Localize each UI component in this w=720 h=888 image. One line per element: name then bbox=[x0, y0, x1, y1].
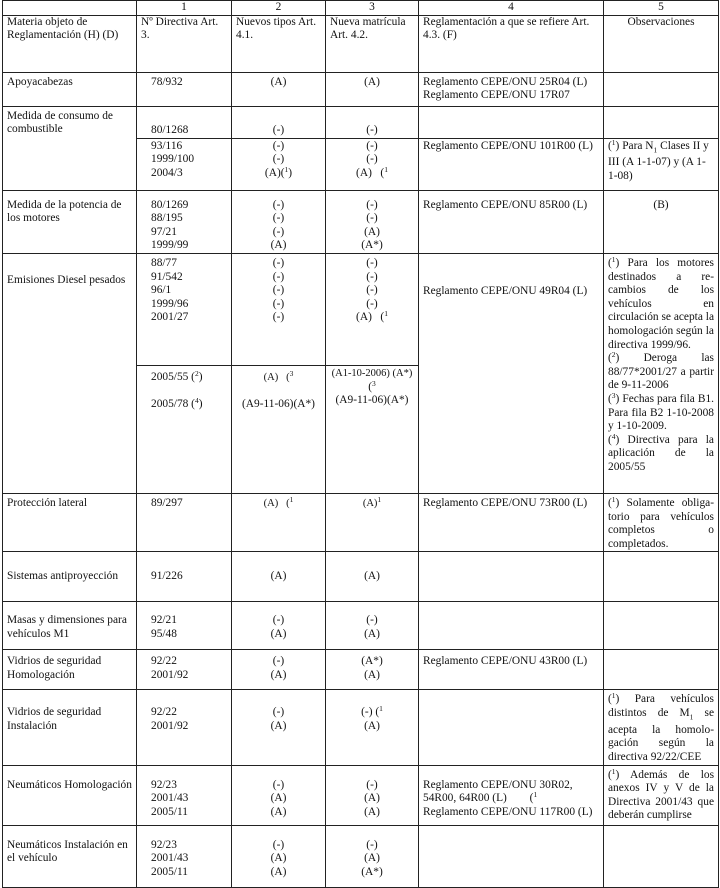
row-masas bbox=[3, 602, 719, 650]
observaciones-cell bbox=[604, 650, 719, 690]
footnote-close: ) bbox=[198, 370, 203, 383]
value-line: (-) bbox=[272, 706, 285, 719]
value-text: (A) bbox=[356, 166, 372, 179]
col-number-2: 2 bbox=[232, 1, 326, 16]
materia-cell: Neumáticos Homologación bbox=[3, 765, 137, 825]
value-line: (-) bbox=[272, 311, 285, 324]
obs-text: ) Para N bbox=[615, 139, 654, 152]
nuevos-tipos-cell bbox=[232, 765, 326, 825]
value-line bbox=[236, 368, 321, 385]
observaciones-cell bbox=[604, 765, 719, 825]
observaciones-cell bbox=[604, 552, 719, 602]
row-neumaticos-instalacion bbox=[3, 825, 719, 887]
obs-text: ) Solamente obliga-torio para vehículos completos o completados. bbox=[608, 496, 714, 550]
header-row bbox=[3, 15, 719, 72]
nuevos-tipos-cell bbox=[232, 602, 326, 650]
footnote-open: ( bbox=[286, 497, 290, 509]
obs-open: ( bbox=[608, 433, 612, 446]
directiva-cell: 78/932 bbox=[137, 72, 232, 106]
reglamentacion-cell bbox=[419, 552, 604, 602]
value-line: (-) bbox=[272, 270, 285, 283]
row-diesel-a bbox=[3, 253, 719, 365]
obs-note-1 bbox=[608, 254, 714, 352]
directiva-line: 95/48 bbox=[151, 627, 177, 640]
value-text: (A) bbox=[263, 497, 279, 509]
value-line: (-) bbox=[366, 614, 378, 627]
value-line: (A) bbox=[270, 865, 287, 878]
directiva-cell: 80/1268 bbox=[137, 106, 232, 138]
col-number-blank bbox=[3, 1, 137, 16]
observaciones-cell: (B) bbox=[604, 190, 719, 253]
row-vidrios-instalacion bbox=[3, 690, 719, 765]
value-text: (-) ( bbox=[361, 706, 380, 719]
directiva-cell bbox=[137, 253, 232, 365]
directiva-line bbox=[151, 368, 227, 385]
footnote-open: ( bbox=[286, 371, 290, 383]
materia-cell: Masas y dimensiones para vehículos M1 bbox=[3, 602, 137, 650]
value-line: (A) bbox=[364, 668, 380, 681]
materia-cell: Medida de la potencia de los motores bbox=[3, 190, 137, 253]
directiva-line bbox=[151, 398, 227, 412]
footnote-ref: 1 bbox=[384, 164, 388, 174]
nueva-matricula-cell bbox=[326, 138, 419, 190]
directiva-line: 92/21 bbox=[151, 614, 177, 627]
directiva-line: 97/21 bbox=[151, 225, 177, 238]
footnote-open: ( bbox=[380, 311, 385, 324]
directiva-cell bbox=[137, 825, 232, 887]
value-line bbox=[330, 494, 414, 511]
nueva-matricula-cell: (A) bbox=[326, 72, 419, 106]
footnote-close: ) bbox=[288, 166, 293, 179]
nuevos-tipos-cell: (A) bbox=[232, 72, 326, 106]
spacer bbox=[236, 385, 321, 399]
nueva-matricula-cell bbox=[326, 602, 419, 650]
value-line: (A) bbox=[270, 668, 287, 681]
reglamentacion-cell: Reglamento CEPE/ONU 43R00 (L) bbox=[419, 650, 604, 690]
directiva-line: 96/1 bbox=[151, 284, 172, 297]
obs-note-2 bbox=[608, 352, 714, 393]
footnote-open: ( bbox=[380, 166, 385, 179]
reglamentacion-cell: Reglamento CEPE/ONU 49R04 (L) bbox=[419, 253, 604, 493]
header-nueva-matricula: Nueva matrícula Art. 4.2. bbox=[326, 15, 419, 72]
nueva-matricula-cell bbox=[326, 690, 419, 765]
value-line: (-) bbox=[366, 139, 378, 152]
value-line: (-) bbox=[366, 212, 378, 225]
value-line: (A) bbox=[364, 225, 380, 238]
directiva-line: 2001/27 bbox=[151, 311, 189, 324]
value-line bbox=[236, 494, 321, 511]
directiva-line: 92/22 bbox=[151, 655, 177, 668]
footnote-ref: 3 bbox=[289, 368, 294, 378]
observaciones-cell bbox=[604, 106, 719, 138]
directiva-line: 2001/43 bbox=[151, 852, 189, 865]
reg-line: Reglamento CEPE/ONU 30R02, bbox=[423, 778, 573, 791]
value-line: (-) bbox=[272, 198, 285, 211]
materia-cell: Vidrios de seguridad Homologación bbox=[3, 650, 137, 690]
value-line: (A1-10-2006) (A*) bbox=[331, 367, 413, 379]
obs-open: ( bbox=[608, 392, 612, 405]
value-line: (-) bbox=[366, 297, 378, 310]
value-line: (A9-11-06)(A*) bbox=[242, 398, 315, 411]
nuevos-tipos-cell bbox=[232, 650, 326, 690]
directiva-line: 1999/100 bbox=[151, 153, 195, 166]
observaciones-cell bbox=[604, 72, 719, 106]
directiva-line: 91/542 bbox=[151, 270, 183, 283]
obs-open: ( bbox=[608, 256, 612, 269]
value-line: (-) bbox=[366, 198, 378, 211]
obs-text: ) Además de los anexos IV y V de la Directiva 2001/43 que deberán cumplirse bbox=[608, 768, 714, 822]
value-line bbox=[330, 706, 414, 720]
value-line bbox=[330, 378, 414, 395]
directiva-line: 93/116 bbox=[151, 139, 183, 152]
directiva-line: 2005/11 bbox=[151, 865, 188, 878]
footnote-ref: 1 bbox=[377, 494, 382, 504]
value-line: (-) bbox=[366, 284, 378, 297]
value-line: (A) bbox=[364, 627, 380, 640]
obs-open: ( bbox=[608, 768, 612, 781]
row-apoyacabezas bbox=[3, 72, 719, 106]
reg-line: Reglamento CEPE/ONU 17R07 bbox=[423, 89, 570, 102]
nuevos-tipos-cell bbox=[232, 493, 326, 551]
obs-open: ( bbox=[608, 352, 612, 365]
row-antiproyeccion bbox=[3, 552, 719, 602]
footnote-ref: 3 bbox=[611, 390, 616, 400]
nuevos-tipos-cell bbox=[232, 190, 326, 253]
nueva-matricula-cell bbox=[326, 825, 419, 887]
footnote-ref: 1 bbox=[379, 704, 383, 714]
materia-cell: Sistemas antiproyección bbox=[3, 552, 137, 602]
obs-open: ( bbox=[608, 496, 612, 509]
value-line: (-) bbox=[366, 153, 378, 166]
obs-text: se acepta la homolo-gación según la directiva 92/22/CEE bbox=[608, 706, 714, 763]
col-number-3: 3 bbox=[326, 1, 419, 16]
footnote-ref: 1 bbox=[533, 790, 538, 800]
value-line: (-) bbox=[366, 778, 378, 791]
directiva-cell bbox=[137, 690, 232, 765]
footnote-ref: 3 bbox=[372, 378, 376, 388]
value-text: (A) bbox=[356, 311, 372, 324]
footnote-ref: 1 bbox=[384, 309, 388, 319]
directiva-cell bbox=[137, 138, 232, 190]
directiva-cell: 91/226 bbox=[137, 552, 232, 602]
obs-text: ) Para los motores destinados a re-cambios de los vehículos en circulación se acepta la homologación según la directiva 1999/96. bbox=[608, 256, 714, 351]
footnote-ref: 1 bbox=[284, 164, 289, 174]
regulation-table-container bbox=[2, 0, 718, 888]
obs-text: Clases II y III (A 1-1-07) y (A 1-1-08) bbox=[608, 139, 709, 183]
directiva-line: 2001/92 bbox=[151, 719, 189, 732]
footnote-close: ) bbox=[198, 398, 203, 411]
nuevos-tipos-cell bbox=[232, 138, 326, 190]
obs-text: ) Fechas para fila B1. Para fila B2 1-10-2008 y 1-10-2009. bbox=[608, 392, 714, 433]
obs-text: ) Para vehículos distintos de M bbox=[608, 693, 714, 719]
materia-cell: Protección lateral bbox=[3, 493, 137, 551]
observaciones-cell bbox=[604, 825, 719, 887]
footnote-ref: 1 bbox=[611, 494, 616, 504]
reg-line: Reglamento CEPE/ONU 117R00 (L) bbox=[423, 805, 593, 818]
nueva-matricula-cell: (-) bbox=[326, 106, 419, 138]
observaciones-cell bbox=[604, 690, 719, 765]
directiva-line: 92/23 bbox=[151, 778, 177, 791]
value-line: (-) bbox=[272, 225, 285, 238]
header-directiva: Nº Directiva Art. 3. bbox=[137, 15, 232, 72]
reglamentacion-cell bbox=[419, 72, 604, 106]
value-line bbox=[236, 164, 321, 181]
reglamentacion-cell: Reglamento CEPE/ONU 73R00 (L) bbox=[419, 493, 604, 551]
nuevos-tipos-cell bbox=[232, 253, 326, 365]
header-nuevos-tipos: Nuevos tipos Art. 4.1. bbox=[232, 15, 326, 72]
value-line: (-) bbox=[272, 284, 285, 297]
footnote-ref: 2 bbox=[194, 368, 199, 378]
value-line: (-) bbox=[272, 139, 285, 152]
footnote-ref: 1 bbox=[289, 494, 294, 504]
nueva-matricula-cell bbox=[326, 650, 419, 690]
value-line: (-) bbox=[272, 153, 285, 166]
reg-line bbox=[423, 792, 599, 806]
directiva-cell bbox=[137, 765, 232, 825]
obs-note-4 bbox=[608, 431, 714, 475]
row-proteccion-lateral bbox=[3, 493, 719, 551]
value-line: (-) bbox=[272, 778, 285, 791]
value-line: (A9-11-06)(A*) bbox=[335, 394, 409, 407]
value-line: (A) bbox=[270, 792, 287, 805]
spacer bbox=[151, 385, 227, 399]
reglamentacion-cell bbox=[419, 106, 604, 138]
header-observaciones: Observaciones bbox=[604, 15, 719, 72]
nuevos-tipos-cell bbox=[232, 825, 326, 887]
obs-open: ( bbox=[608, 139, 612, 152]
value-line: (A) bbox=[270, 805, 287, 818]
observaciones-cell bbox=[604, 602, 719, 650]
value-line: (-) bbox=[366, 256, 378, 269]
nueva-matricula-cell bbox=[326, 365, 419, 493]
header-reglamentacion: Reglamentación a que se refiere Art. 4.3. (F) bbox=[419, 15, 604, 72]
value-text: 2005/78 ( bbox=[151, 398, 195, 411]
directiva-cell bbox=[137, 650, 232, 690]
nueva-matricula-cell bbox=[326, 765, 419, 825]
value-line: (-) bbox=[366, 838, 378, 851]
regulation-table bbox=[2, 0, 719, 888]
col-number-1: 1 bbox=[137, 1, 232, 16]
observaciones-cell bbox=[604, 253, 719, 493]
value-line: (-) bbox=[272, 655, 285, 668]
column-number-row bbox=[3, 1, 719, 16]
value-text: (A) bbox=[263, 371, 279, 383]
value-text: 54R00, 64R00 (L) bbox=[423, 792, 507, 805]
value-line: (A*) bbox=[361, 655, 383, 668]
materia-cell: Vidrios de seguridad Instalación bbox=[3, 690, 137, 765]
materia-cell: Medida de consumo de combustible bbox=[3, 106, 137, 190]
directiva-cell bbox=[137, 190, 232, 253]
reglamentacion-cell bbox=[419, 690, 604, 765]
footnote-ref: 4 bbox=[194, 396, 199, 406]
nueva-matricula-cell: (A) bbox=[326, 552, 419, 602]
directiva-line: 80/1269 bbox=[151, 198, 189, 211]
obs-text: ) Deroga las 88/77*2001/27 a partir de 9-11-2006 bbox=[608, 352, 714, 392]
value-line: (-) bbox=[272, 212, 285, 225]
footnote-open: ( bbox=[529, 792, 534, 805]
footnote-ref: 1 bbox=[611, 137, 616, 147]
reglamentacion-cell bbox=[419, 825, 604, 887]
directiva-line: 2001/92 bbox=[151, 668, 189, 681]
nueva-matricula-cell bbox=[326, 253, 419, 365]
value-line bbox=[330, 164, 414, 181]
reg-line: Reglamento CEPE/ONU 25R04 (L) bbox=[423, 75, 588, 88]
row-consumo-a bbox=[3, 106, 719, 138]
value-text: (A) bbox=[362, 497, 378, 509]
row-vidrios-homologacion bbox=[3, 650, 719, 690]
observaciones-cell bbox=[604, 138, 719, 190]
directiva-line: 92/23 bbox=[151, 838, 177, 851]
value-text: 2005/55 ( bbox=[151, 370, 195, 383]
row-potencia bbox=[3, 190, 719, 253]
footnote-ref: 1 bbox=[611, 766, 616, 776]
directiva-line: 88/77 bbox=[151, 256, 177, 269]
nuevos-tipos-cell bbox=[232, 690, 326, 765]
row-neumaticos-homologacion bbox=[3, 765, 719, 825]
col-number-5: 5 bbox=[604, 1, 719, 16]
directiva-cell bbox=[137, 602, 232, 650]
subscript: 1 bbox=[653, 144, 658, 154]
footnote-ref: 2 bbox=[611, 350, 616, 360]
value-line: (A) bbox=[270, 852, 287, 865]
value-line: (-) bbox=[272, 297, 285, 310]
value-line: (-) bbox=[272, 838, 285, 851]
value-line: (-) bbox=[272, 614, 285, 627]
value-line: (A) bbox=[364, 852, 380, 865]
value-line: (-) bbox=[272, 256, 285, 269]
header-materia: Materia objeto de Reglamentación (H) (D) bbox=[3, 15, 137, 72]
directiva-cell: 89/297 bbox=[137, 493, 232, 551]
value-line: (A*) bbox=[361, 865, 383, 878]
value-line: (A) bbox=[270, 627, 287, 640]
nuevos-tipos-cell: (A) bbox=[232, 552, 326, 602]
reglamentacion-cell: Reglamento CEPE/ONU 101R00 (L) bbox=[419, 138, 604, 190]
subscript: 1 bbox=[689, 712, 694, 722]
reglamentacion-cell bbox=[419, 765, 604, 825]
obs-open: ( bbox=[608, 693, 612, 706]
value-text: (A)( bbox=[264, 166, 285, 179]
directiva-line: 92/22 bbox=[151, 706, 177, 719]
reglamentacion-cell: Reglamento CEPE/ONU 85R00 (L) bbox=[419, 190, 604, 253]
directiva-line: 1999/99 bbox=[151, 239, 189, 252]
materia-cell: Emisiones Diesel pesados bbox=[3, 253, 137, 493]
directiva-cell bbox=[137, 365, 232, 493]
nueva-matricula-cell bbox=[326, 493, 419, 551]
obs-text: ) Directiva para la aplicación de la 2005/55 bbox=[608, 433, 714, 473]
value-line: (A) bbox=[270, 719, 287, 732]
nueva-matricula-cell bbox=[326, 190, 419, 253]
materia-cell: Neumáticos Instalación en el vehículo bbox=[3, 825, 137, 887]
value-line: (A) bbox=[364, 805, 380, 818]
materia-cell: Apoyacabezas bbox=[3, 72, 137, 106]
footnote-ref: 4 bbox=[611, 431, 616, 441]
nuevos-tipos-cell bbox=[232, 365, 326, 493]
value-line: (A) bbox=[270, 239, 287, 252]
footnote-ref: 1 bbox=[611, 254, 616, 264]
directiva-line: 88/195 bbox=[151, 212, 183, 225]
col-number-4: 4 bbox=[419, 1, 604, 16]
directiva-line: 1999/96 bbox=[151, 297, 189, 310]
directiva-line: 2001/43 bbox=[151, 792, 189, 805]
value-line: (-) bbox=[366, 270, 378, 283]
directiva-line: 2004/3 bbox=[151, 166, 183, 179]
footnote-open: ( bbox=[368, 380, 373, 393]
footnote-ref: 1 bbox=[611, 691, 616, 701]
directiva-line: 2005/11 bbox=[151, 805, 188, 818]
obs-note-3 bbox=[608, 390, 714, 434]
value-line: (A) bbox=[364, 792, 380, 805]
value-line bbox=[330, 311, 414, 325]
observaciones-cell bbox=[604, 493, 719, 551]
nuevos-tipos-cell: (-) bbox=[232, 106, 326, 138]
value-line: (A*) bbox=[361, 239, 383, 252]
value-line: (A) bbox=[364, 719, 380, 732]
reglamentacion-cell bbox=[419, 602, 604, 650]
